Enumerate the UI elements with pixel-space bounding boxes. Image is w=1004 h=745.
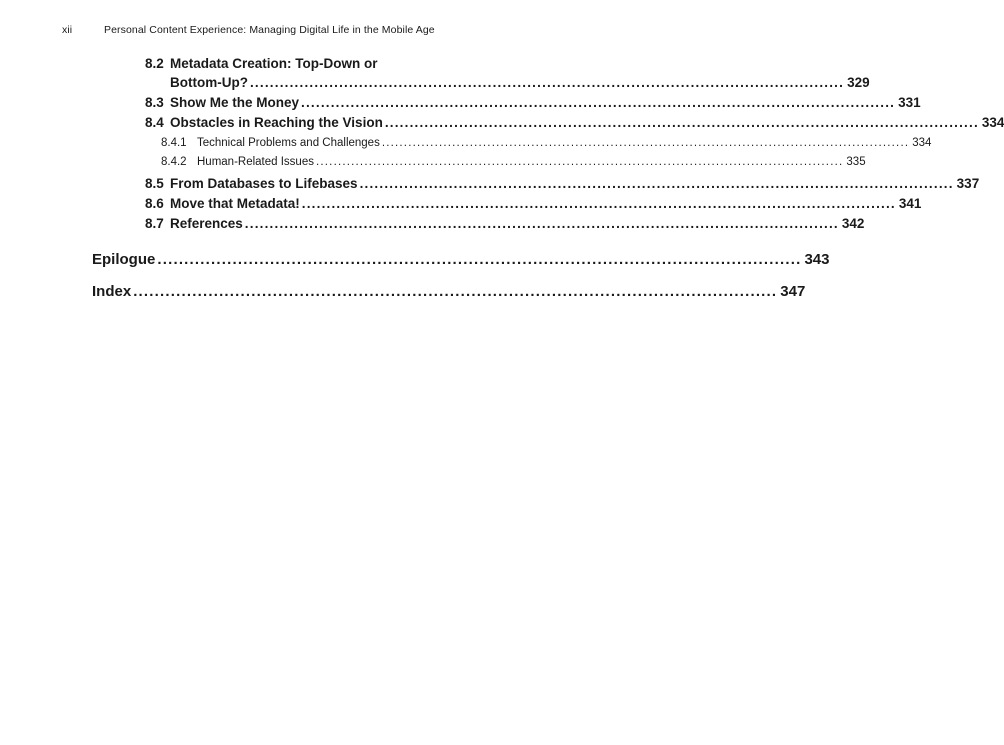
toc-entry-page: 335 (846, 156, 866, 168)
toc-entry-8-4 (145, 115, 1004, 130)
toc-entry-page: 334 (981, 115, 1004, 130)
toc-entry-8-2-line2 (170, 75, 870, 90)
toc-entry-number: 8.5 (145, 176, 164, 191)
toc-entry-title: Move that Metadata! (170, 196, 300, 211)
toc-entry-number: 8.4.1 (161, 137, 187, 149)
toc-entry-title: Epilogue (92, 251, 156, 268)
dot-leader: ........................................................................................................................ (301, 196, 896, 211)
toc-entry-number: 8.4 (145, 115, 164, 130)
dot-leader: ........................................................................................................................ (359, 176, 954, 191)
dot-leader: ........................................................................................................................ (157, 251, 802, 268)
toc-entry-epilogue (92, 251, 830, 268)
dot-leader: ........................................................................................................................ (301, 95, 896, 110)
toc-entry-number: 8.6 (145, 196, 164, 211)
toc-entry-title: From Databases to Lifebases (170, 176, 358, 191)
toc-entry-index (92, 283, 806, 300)
toc-entry-8-7 (145, 216, 865, 231)
toc-entry-page: 342 (841, 216, 865, 231)
toc-entry-8-5 (145, 176, 980, 191)
toc-entry-page: 329 (847, 75, 870, 90)
toc-entry-number: 8.4.2 (161, 156, 187, 168)
toc-entry-title-continued: Bottom-Up? (170, 75, 248, 90)
running-title: Personal Content Experience: Managing Digital Life in the Mobile Age (104, 24, 435, 36)
toc-entry-title: Show Me the Money (170, 95, 300, 110)
dot-leader: ........................................................................................................................ (249, 75, 845, 90)
toc-entry-page: 343 (804, 251, 830, 268)
toc-entry-8-2-line1 (145, 56, 505, 71)
toc-entry-8-3 (145, 95, 921, 110)
toc-entry-title: Index (92, 283, 132, 300)
toc-entry-page: 334 (912, 137, 932, 149)
dot-leader: ........................................................................................................................ (315, 156, 844, 168)
dot-leader: ........................................................................................................................ (133, 283, 778, 300)
toc-entry-8-4-1 (161, 137, 932, 149)
toc-entry-title: References (170, 216, 243, 231)
toc-entry-page: 347 (780, 283, 806, 300)
page-folio: xii (62, 24, 73, 36)
dot-leader: ........................................................................................................................ (384, 115, 979, 130)
toc-entry-8-6 (145, 196, 922, 211)
toc-entry-page: 337 (956, 176, 980, 191)
toc-entry-title: Metadata Creation: Top-Down or (170, 56, 378, 71)
toc-entry-8-4-2 (161, 156, 866, 168)
dot-leader: ........................................................................................................................ (381, 137, 910, 149)
toc-entry-page: 341 (898, 196, 922, 211)
toc-entry-page: 331 (898, 95, 921, 110)
running-head (62, 24, 435, 36)
toc-entry-title: Obstacles in Reaching the Vision (170, 115, 383, 130)
toc-entry-number: 8.2 (145, 56, 164, 71)
toc-entry-title: Human-Related Issues (197, 156, 314, 168)
toc-entry-number: 8.7 (145, 216, 164, 231)
toc-entry-number: 8.3 (145, 95, 164, 110)
toc-entry-title: Technical Problems and Challenges (197, 137, 380, 149)
dot-leader: ........................................................................................................................ (244, 216, 839, 231)
